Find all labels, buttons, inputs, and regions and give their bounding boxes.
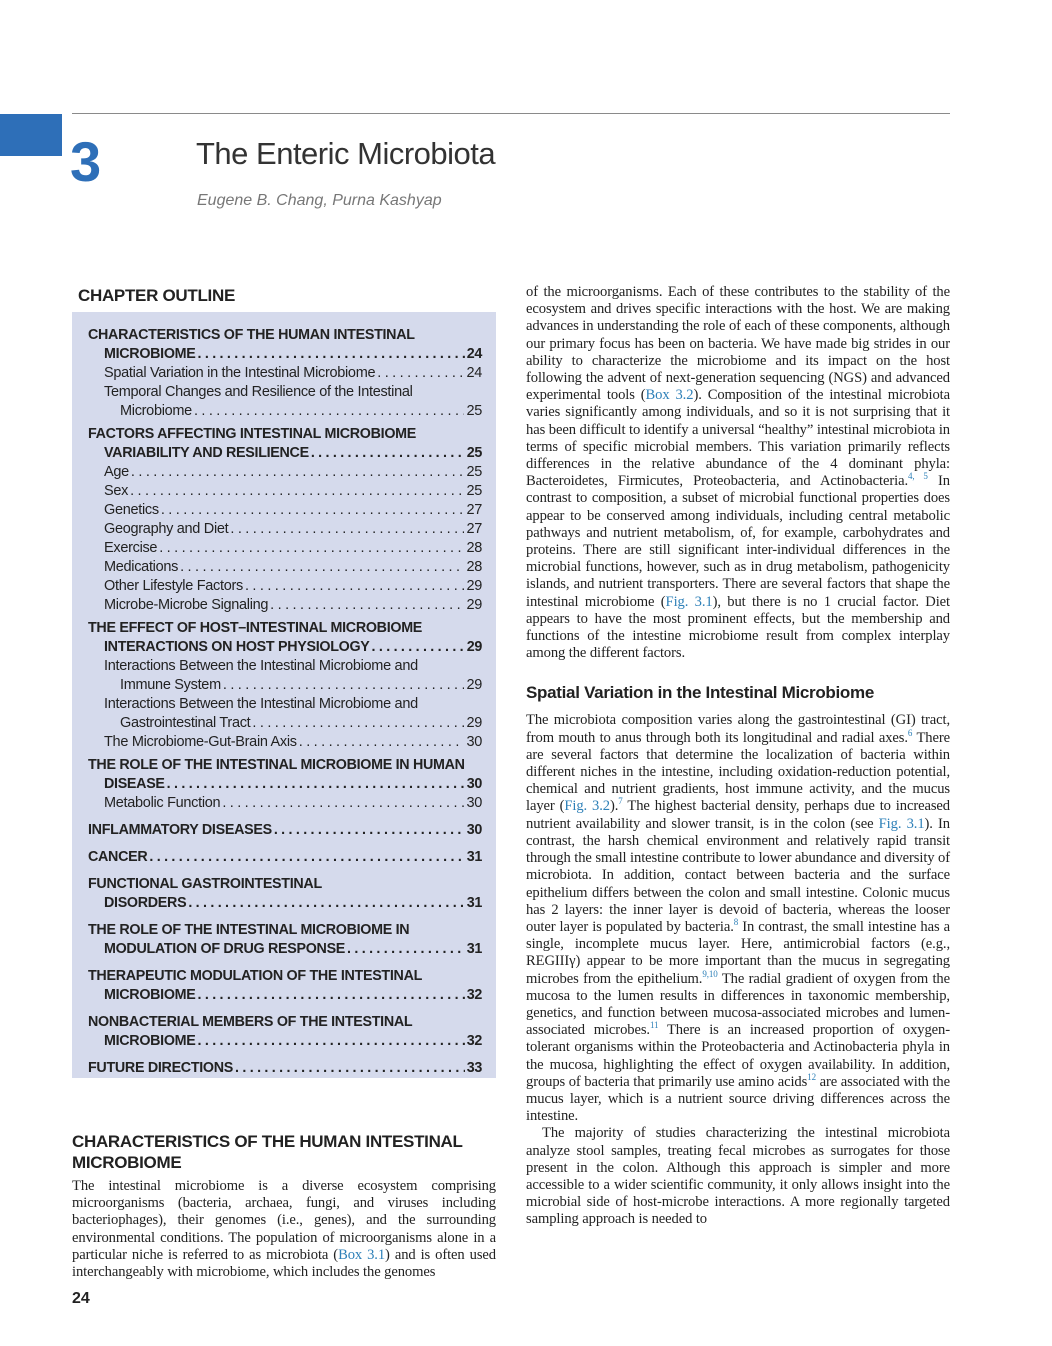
header-rule <box>72 113 950 114</box>
outline-entry-title: Gastrointestinal Tract <box>120 715 251 731</box>
outline-heading: CHAPTER OUTLINE <box>78 286 236 305</box>
chapter-color-tab <box>0 114 62 156</box>
outline-entry-title: FUTURE DIRECTIONS <box>88 1060 234 1076</box>
outline-entry[interactable] <box>88 756 482 794</box>
dot-leader <box>167 775 465 794</box>
outline-entry-title: Medications <box>104 559 179 575</box>
outline-entry-title: Metabolic Function <box>104 795 221 811</box>
outline-entry[interactable] <box>88 848 482 867</box>
outline-entry[interactable] <box>88 539 482 558</box>
citation-link[interactable]: 6 <box>907 727 913 738</box>
outline-entry[interactable] <box>88 501 482 520</box>
citation-link[interactable]: 8 <box>733 917 739 928</box>
dot-leader <box>198 986 465 1005</box>
outline-entry[interactable] <box>88 657 482 695</box>
outline-page-number: 24 <box>466 346 482 362</box>
outline-page-number: 31 <box>466 895 482 911</box>
dot-leader <box>198 345 465 364</box>
outline-entry[interactable] <box>88 875 482 913</box>
outline-entry[interactable] <box>88 596 482 615</box>
outline-entry-title: DISEASE <box>104 776 165 792</box>
outline-page-number: 29 <box>466 597 482 613</box>
outline-page-number: 25 <box>466 483 482 499</box>
outline-entry[interactable] <box>88 364 482 383</box>
dot-leader <box>198 1032 465 1051</box>
outline-entry[interactable] <box>88 425 482 463</box>
outline-entry-title: Exercise <box>104 540 158 556</box>
outline-entry-title: Sex <box>104 483 129 499</box>
outline-entry-title: Genetics <box>104 502 159 518</box>
chapter-outline-box <box>72 312 496 1078</box>
outline-entry[interactable] <box>88 821 482 840</box>
outline-page-number: 31 <box>466 941 482 957</box>
citation-link[interactable]: 9,10 <box>702 968 718 979</box>
outline-entry[interactable] <box>88 967 482 1005</box>
outline-page-number: 24 <box>466 365 482 381</box>
outline-entry-title: The Microbiome-Gut-Brain Axis <box>104 734 297 750</box>
outline-entry-text: FUNCTIONAL GASTROINTESTINAL <box>88 876 322 892</box>
dot-leader <box>347 940 465 959</box>
outline-entry[interactable] <box>88 577 482 596</box>
outline-entry-text: THE ROLE OF THE INTESTINAL MICROBIOME IN <box>88 922 410 938</box>
outline-entry-title: VARIABILITY AND RESILIENCE <box>104 445 309 461</box>
box-reference-link[interactable]: Box 3.1 <box>338 1246 386 1263</box>
outline-page-number: 29 <box>466 715 482 731</box>
citation-link[interactable]: 4, 5 <box>908 471 928 482</box>
outline-entry-title: MODULATION OF DRUG RESPONSE <box>104 941 346 957</box>
paragraph: The microbiota composition varies along the gastrointestinal (GI) tract, from mouth to anus through both its longitudinal and radial axes.$^6$ There are several factors that determine the localization of bacteria within different niches in the intestine, including oxidation-reduction potential, chemical and nutrient gradients, host immune activity, and the mucus layer (Fig. 3.2).$^7$ The highest bacterial density, perhaps due to increased nutrient availability and slower transit, is in the colon (see Fig. 3.1). In contrast, the harsh chemical environment and relatively rapid transit through the small intestine contribute to lower abundance and diversity of microbiota. In addition, contact between bacteria and the surface epithelium differs between the colon and small intestine. Colonic mucus has 2 layers: the inner layer is devoid of bacteria, whereas the looser outer layer is populated by bacteria.$^8$ In contrast, the small intestine has a single, incomplete mucus layer. Here, antimicrobial factors (e.g., REGIIIγ) appear to be more important than the mucus in segregating microbes from the epithelium.$^{9,10}$ The radial gradient of oxygen from the mucosa to the lumen results in differences in taxonomic membership, genetics, and function between mucosa-associated microbes and lumen-associated microbes.$^{11}$ There is an increased proportion of oxygen-tolerant organisms within the Proteobacteria and Actinobacteria phyla in the mucosa, highlighting the effect of oxygen availability. In addition, groups of bacteria that primarily use amino acids$^{12}$ are associated with the mucus layer, which is a nutrient source driving differences across the intestine. <box>526 712 951 1125</box>
outline-entry-title: DISORDERS <box>104 895 187 911</box>
outline-entry-text: CHARACTERISTICS OF THE HUMAN INTESTINAL <box>88 327 415 343</box>
outline-page-number: 30 <box>466 822 482 838</box>
dot-leader <box>130 482 464 501</box>
left-column-body <box>72 1178 496 1281</box>
outline-entry[interactable] <box>88 482 482 501</box>
outline-entry-title: Spatial Variation in the Intestinal Microbiome <box>104 365 376 381</box>
citation-link[interactable]: 11 <box>649 1020 659 1031</box>
outline-entry-text: THE EFFECT OF HOST–INTESTINAL MICROBIOME <box>88 620 423 636</box>
dot-leader <box>377 364 464 383</box>
outline-entry-title: MICROBIOME <box>104 346 196 362</box>
outline-page-number: 29 <box>466 677 482 693</box>
outline-entry[interactable] <box>88 520 482 539</box>
chapter-title: The Enteric Microbiota <box>196 136 496 171</box>
outline-entry[interactable] <box>88 619 482 657</box>
outline-entry[interactable] <box>88 383 482 421</box>
dot-leader <box>270 596 464 615</box>
outline-page-number: 32 <box>466 987 482 1003</box>
outline-entry[interactable] <box>88 463 482 482</box>
outline-entry-title: MICROBIOME <box>104 1033 196 1049</box>
outline-entry-text: Interactions Between the Intestinal Microbiome and <box>104 696 418 712</box>
paragraph: The intestinal microbiome is a diverse ecosystem comprising microorganisms (bacteria, archaea, fungi, and viruses including bacteriophages), their genomes (i.e., genes), and the surrounding environmental conditions. The population of microorganisms alone in a particular niche is referred to as microbiota (Box 3.1) and is often used interchangeably with microbiome, which includes the genomes <box>72 1178 496 1281</box>
outline-entry-title: Other Lifestyle Factors <box>104 578 243 594</box>
dot-leader <box>252 714 464 733</box>
dot-leader <box>299 733 465 752</box>
dot-leader <box>188 894 464 913</box>
figure-reference-link[interactable]: Fig. 3.2 <box>564 798 610 815</box>
dot-leader <box>245 577 465 596</box>
outline-entry-title: INTERACTIONS ON HOST PHYSIOLOGY <box>104 639 370 655</box>
outline-page-number: 30 <box>466 734 482 750</box>
outline-page-number: 33 <box>466 1060 482 1076</box>
paragraph: The majority of studies characterizing the intestinal microbiota analyze stool samples, treating fecal microbes as surrogates for those present in the colon. Although this approach is simpler and more accessible to a wider scientific community, it only allows insight into the microbial side of host-microbe interactions. A more regionally targeted sampling approach is needed to <box>526 1125 950 1228</box>
outline-page-number: 25 <box>466 403 482 419</box>
dot-leader <box>149 848 464 867</box>
subsection-heading: Spatial Variation in the Intestinal Microbiome <box>526 683 874 703</box>
outline-page-number: 27 <box>466 502 482 518</box>
chapter-authors: Eugene B. Chang, Purna Kashyap <box>197 192 442 209</box>
outline-entry-text: NONBACTERIAL MEMBERS OF THE INTESTINAL <box>88 1014 413 1030</box>
outline-page-number: 29 <box>466 578 482 594</box>
outline-entry[interactable] <box>88 326 482 364</box>
outline-entry[interactable] <box>88 558 482 577</box>
chapter-number: 3 <box>70 130 101 193</box>
dot-leader <box>159 539 464 558</box>
outline-entry[interactable] <box>88 695 482 733</box>
outline-entry-title: Microbiome <box>120 403 192 419</box>
outline-entry-title: Age <box>104 464 129 480</box>
paragraph: of the microorganisms. Each of these contributes to the stability of the ecosystem and drives specific interactions with the host. We are making advances in understanding the role of each of these components, although our primary focus has been on bacteria. We have made big strides in our ability to characterize the microbiome and its impact on the host following the advent of next-generation sequencing (NGS) and advanced experimental tools (Box 3.2). Composition of the intestinal microbiota varies significantly among individuals, and so it is not surprising that it has been difficult to identify a universal “healthy” intestinal microbiota in terms of specific microbial members. This variation primarily reflects differences in the relative abundance of the 4 dominant phyla: Bacteroidetes, Firmicutes, Proteobacteria, and Actinobacteria.$^{4, 5}$ In contrast to composition, a subset of microbial functional properties does appear to be conserved among individuals, including central metabolic pathways and nutrient metabolism, of, for example, carbohydrates and proteins. There are still significant inter-individual differences in the microbial functions, however, such as in drug metabolism, pathogenicity islands, and nutrient transporters. There are several factors that shape the intestinal microbiome (Fig. 3.1), but there is no 1 crucial factor. Diet appears to have the most prominent effects, but the membership and functions of the intestine microbiome result from complex interplay among the different factors. <box>526 284 950 662</box>
page-number: 24 <box>72 1290 90 1307</box>
outline-entry[interactable] <box>88 794 482 813</box>
outline-page-number: 30 <box>466 795 482 811</box>
dot-leader <box>230 520 464 539</box>
outline-page-number: 29 <box>466 639 482 655</box>
outline-entry[interactable] <box>88 921 482 959</box>
outline-page-number: 27 <box>466 521 482 537</box>
dot-leader <box>311 444 465 463</box>
citation-link[interactable]: 7 <box>618 796 623 807</box>
dot-leader <box>161 501 465 520</box>
dot-leader <box>222 794 464 813</box>
outline-page-number: 25 <box>466 464 482 480</box>
outline-page-number: 31 <box>466 849 482 865</box>
dot-leader <box>235 1059 465 1078</box>
outline-entry-text: FACTORS AFFECTING INTESTINAL MICROBIOME <box>88 426 416 442</box>
citation-link[interactable]: 12 <box>807 1071 817 1082</box>
outline-entry[interactable] <box>88 733 482 752</box>
dot-leader <box>372 638 465 657</box>
dot-leader <box>194 402 465 421</box>
right-column <box>526 284 950 1229</box>
outline-page-number: 28 <box>466 540 482 556</box>
outline-entry-title: Immune System <box>120 677 221 693</box>
dot-leader <box>131 463 465 482</box>
dot-leader <box>274 821 465 840</box>
outline-entry-text: Temporal Changes and Resilience of the Intestinal <box>104 384 413 400</box>
outline-entry-text: THE ROLE OF THE INTESTINAL MICROBIOME IN HUMAN <box>88 757 465 773</box>
outline-entry-title: Geography and Diet <box>104 521 229 537</box>
outline-page-number: 32 <box>466 1033 482 1049</box>
outline-entry-text: Interactions Between the Intestinal Microbiome and <box>104 658 418 674</box>
outline-entry-title: MICROBIOME <box>104 987 196 1003</box>
section-heading: CHARACTERISTICS OF THE HUMAN INTESTINAL MICROBIOME <box>72 1132 463 1172</box>
outline-entry-title: Microbe-Microbe Signaling <box>104 597 269 613</box>
outline-page-number: 25 <box>466 445 482 461</box>
box-reference-link[interactable]: Box 3.2 <box>645 387 694 404</box>
outline-entry[interactable] <box>88 1059 482 1078</box>
outline-entry-title: CANCER <box>88 849 148 865</box>
dot-leader <box>223 676 465 695</box>
outline-page-number: 30 <box>466 776 482 792</box>
figure-reference-link[interactable]: Fig. 3.1 <box>665 593 713 610</box>
figure-reference-link[interactable]: Fig. 3.1 <box>878 815 925 832</box>
outline-page-number: 28 <box>466 559 482 575</box>
outline-entry-text: THERAPEUTIC MODULATION OF THE INTESTINAL <box>88 968 423 984</box>
outline-entry[interactable] <box>88 1013 482 1051</box>
outline-entry-title: INFLAMMATORY DISEASES <box>88 822 272 838</box>
dot-leader <box>180 558 464 577</box>
